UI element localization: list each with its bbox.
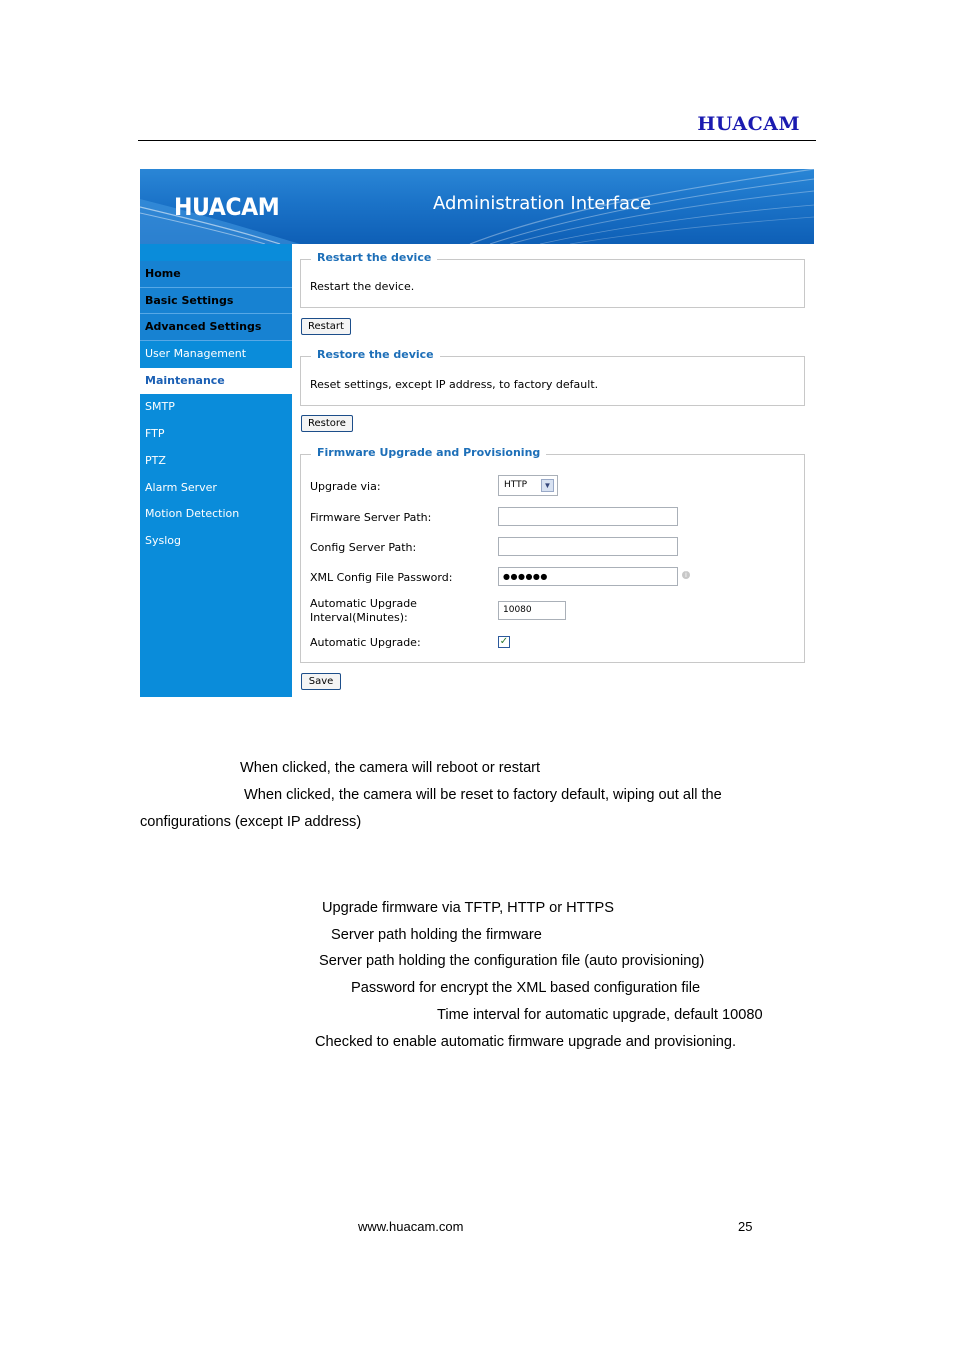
- interval-label-line2: Interval(Minutes):: [310, 611, 408, 624]
- save-button[interactable]: Save: [301, 673, 341, 690]
- firmware-path-label: Firmware Server Path:: [310, 511, 432, 524]
- restore-fieldset: [300, 348, 805, 406]
- restart-button[interactable]: Restart: [301, 318, 351, 335]
- xml-password-label: XML Config File Password:: [310, 571, 453, 584]
- sidebar-item-ptz[interactable]: PTZ: [145, 453, 166, 467]
- firmware-legend: Firmware Upgrade and Provisioning: [311, 446, 546, 459]
- sidebar: [140, 244, 292, 697]
- config-path-label: Config Server Path:: [310, 541, 417, 554]
- admin-screenshot: [140, 169, 814, 697]
- banner-title: Administration Interface: [433, 193, 652, 214]
- auto-upgrade-checkbox[interactable]: [498, 636, 510, 648]
- upgrade-via-value: HTTP: [504, 480, 528, 490]
- body-line-restore-cont: configurations (except IP address): [140, 814, 362, 830]
- footer-page-number: 25: [738, 1219, 753, 1234]
- body-line-restart: When clicked, the camera will reboot or restart: [240, 760, 541, 776]
- body-line-config-path: Server path holding the configuration file (auto provisioning): [319, 953, 705, 969]
- sidebar-item-home[interactable]: Home: [140, 261, 292, 288]
- footer-url: www.huacam.com: [358, 1219, 464, 1234]
- body-line-restore: When clicked, the camera will be reset to factory default, wiping out all the: [244, 787, 722, 803]
- upgrade-via-label: Upgrade via:: [310, 480, 381, 493]
- sidebar-item-user-management[interactable]: User Management: [145, 347, 247, 361]
- firmware-path-input[interactable]: [498, 507, 678, 526]
- auto-upgrade-label: Automatic Upgrade:: [310, 636, 421, 649]
- firmware-fieldset: [300, 446, 805, 663]
- restart-text: Restart the device.: [310, 280, 415, 293]
- upgrade-via-select[interactable]: [498, 475, 558, 496]
- restore-button[interactable]: Restore: [301, 415, 353, 432]
- sidebar-item-basic-settings[interactable]: Basic Settings: [140, 288, 292, 315]
- chevron-down-icon: ▼: [541, 479, 554, 492]
- xml-password-input[interactable]: ●●●●●●: [498, 567, 678, 586]
- sidebar-item-motion-detection[interactable]: Motion Detection: [145, 507, 240, 521]
- restart-legend: Restart the device: [311, 251, 437, 264]
- body-line-upgrade-via: Upgrade firmware via TFTP, HTTP or HTTPS: [322, 900, 614, 916]
- info-icon: i: [682, 571, 690, 579]
- header-brand: HUACAM: [697, 113, 800, 135]
- sidebar-item-alarm-server[interactable]: Alarm Server: [145, 480, 217, 494]
- banner-logo: HUACAM: [174, 193, 280, 221]
- restore-legend: Restore the device: [311, 348, 440, 361]
- body-line-auto-upgrade: Checked to enable automatic firmware upgrade and provisioning.: [315, 1034, 737, 1050]
- sidebar-item-syslog[interactable]: Syslog: [145, 533, 181, 547]
- body-line-interval: Time interval for automatic upgrade, default 10080: [437, 1007, 763, 1023]
- body-line-xml-password: Password for encrypt the XML based configuration file: [351, 980, 701, 996]
- body-line-firmware-path: Server path holding the firmware: [331, 927, 542, 943]
- interval-input[interactable]: 10080: [498, 601, 566, 620]
- banner: [140, 169, 814, 244]
- restore-text: Reset settings, except IP address, to factory default.: [310, 378, 599, 391]
- content-panel: [292, 244, 814, 697]
- checkmark-icon: ✓: [499, 636, 509, 647]
- interval-label-line1: Automatic Upgrade: [310, 597, 417, 610]
- restart-fieldset: [300, 251, 805, 308]
- sidebar-item-smtp[interactable]: SMTP: [145, 400, 175, 414]
- sidebar-item-maintenance[interactable]: Maintenance: [140, 368, 292, 395]
- config-path-input[interactable]: [498, 537, 678, 556]
- sidebar-item-ftp[interactable]: FTP: [145, 427, 165, 441]
- sidebar-item-advanced-settings[interactable]: Advanced Settings: [140, 314, 292, 341]
- header-rule: [138, 140, 816, 141]
